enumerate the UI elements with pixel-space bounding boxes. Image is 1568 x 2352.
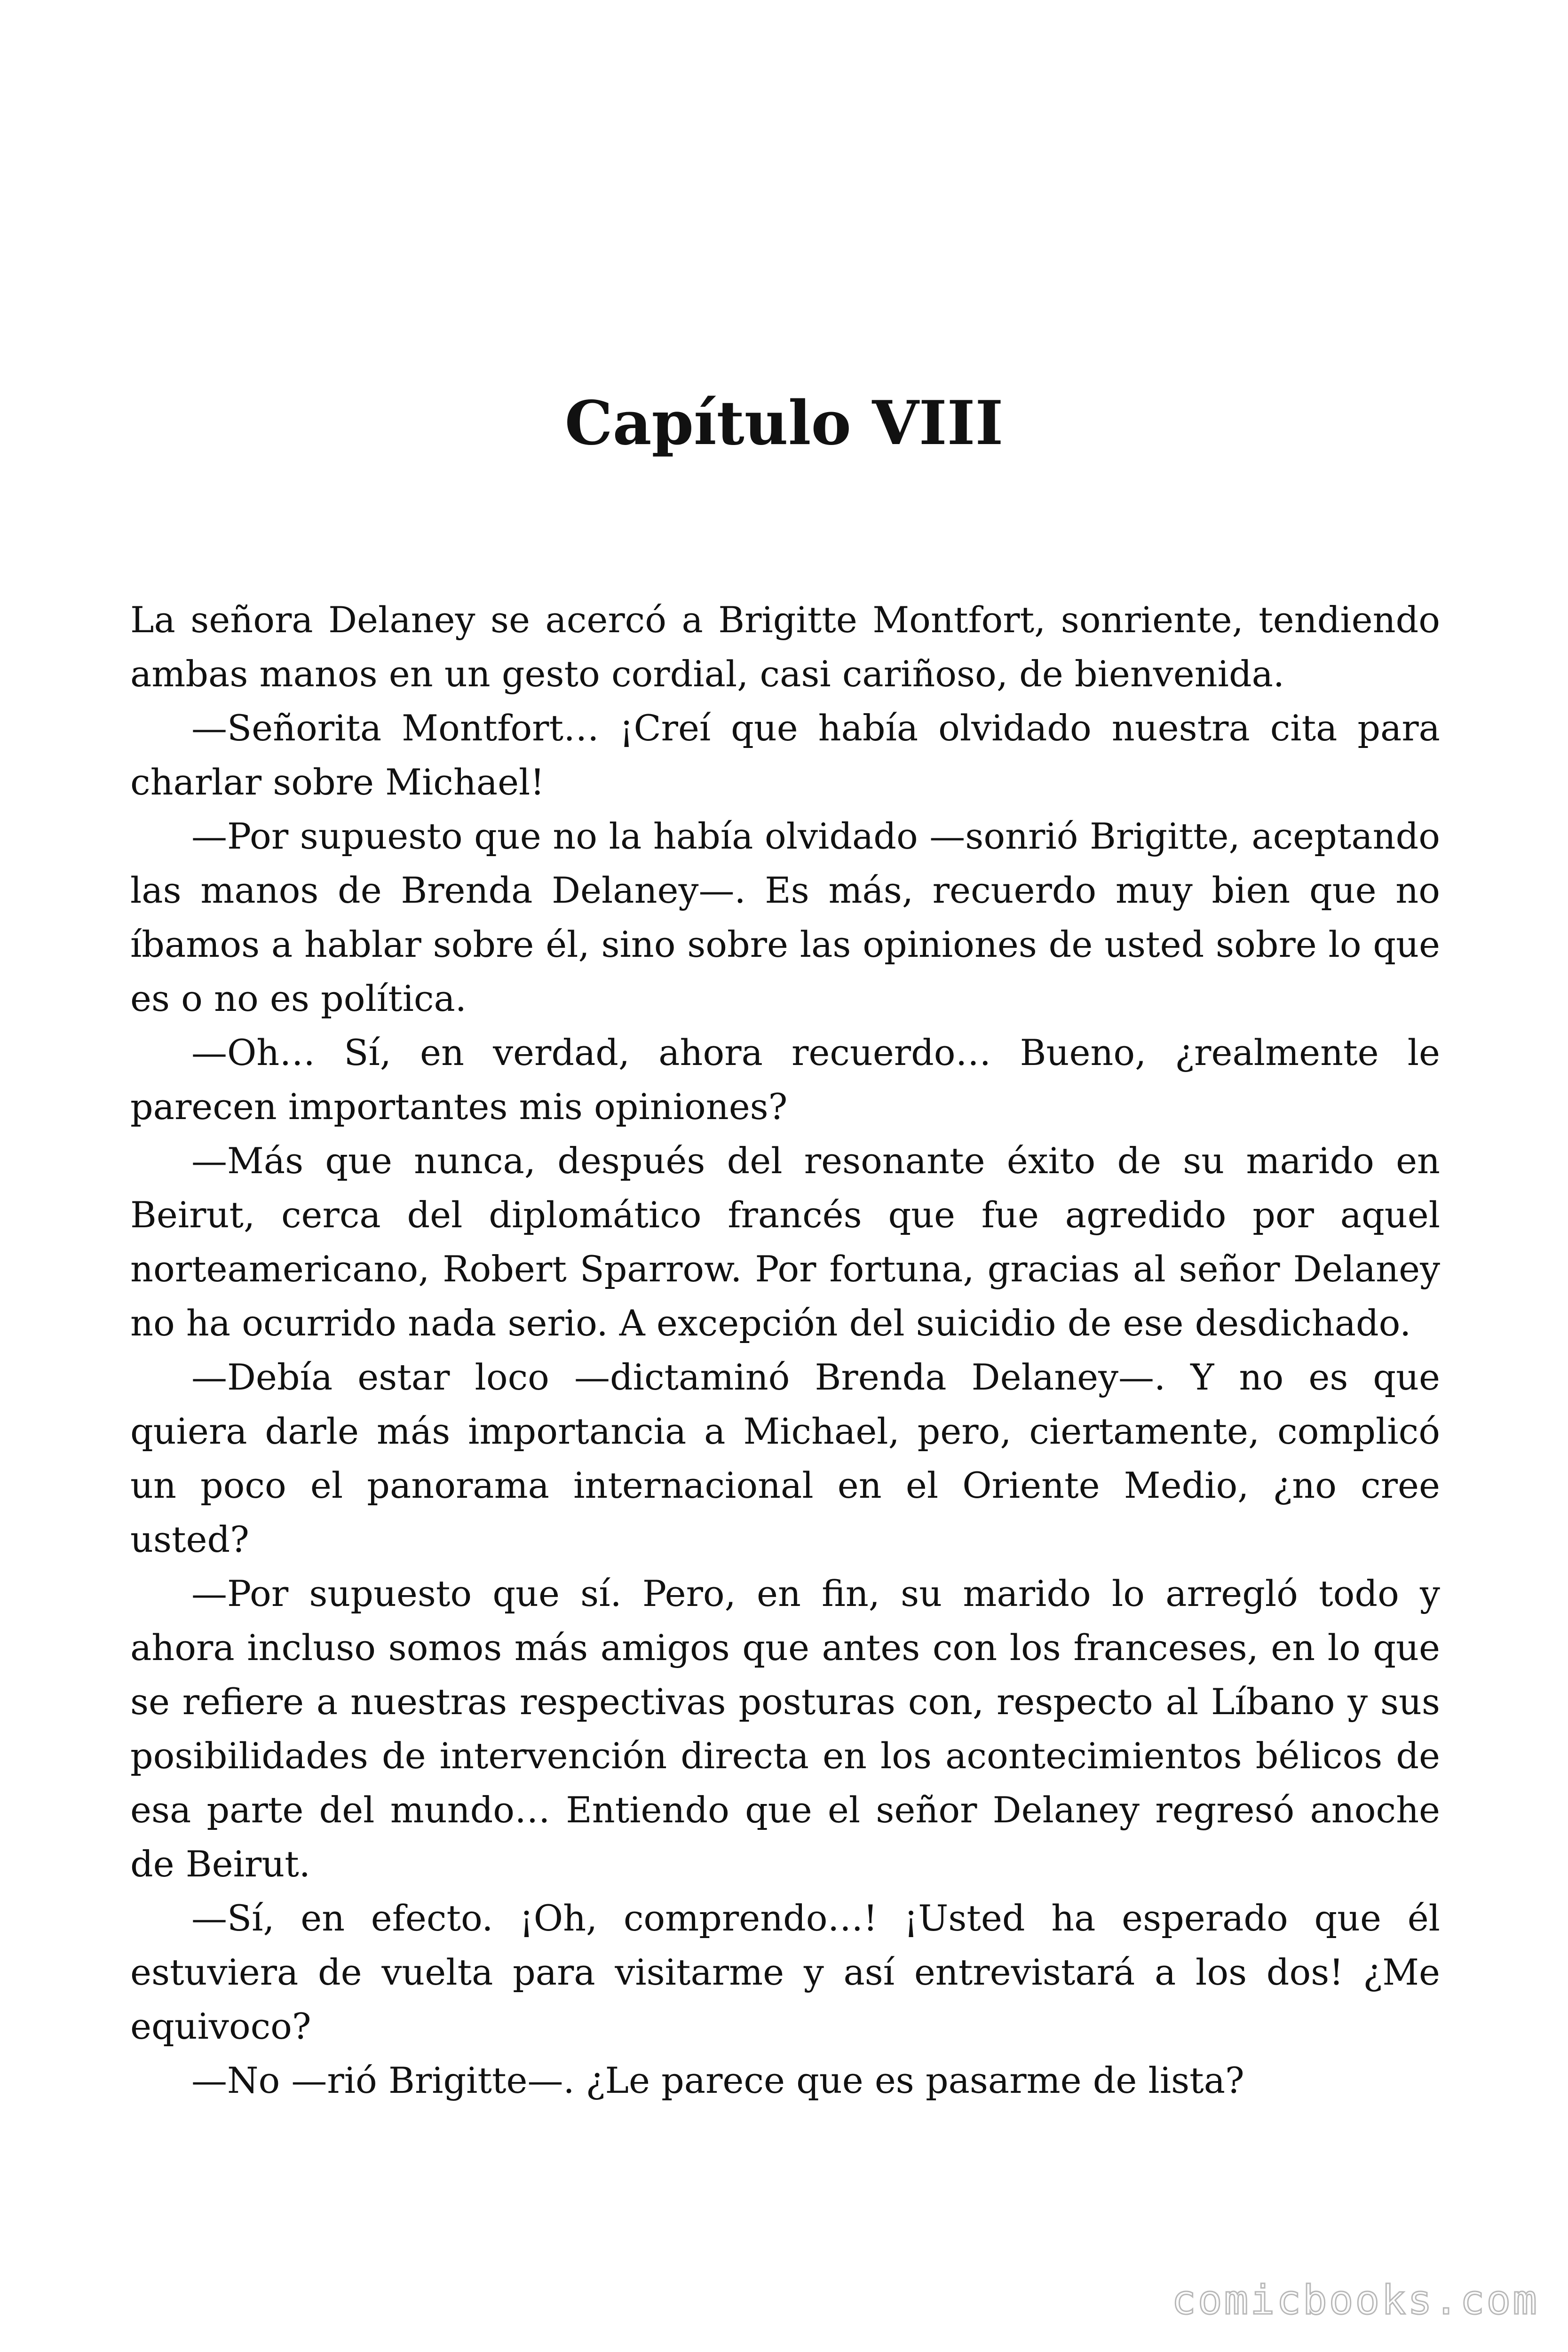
chapter-body bbox=[130, 593, 1440, 2107]
paragraph: —Por supuesto que no la había olvidado —sonrió Brigitte, aceptando las manos de Brenda Delaney—. Es más, recuerdo muy bien que no íbamos a hablar sobre él, sino sobre las opiniones de usted sobre lo que es o no es política. bbox=[130, 815, 1440, 1019]
paragraph: —Debía estar loco —dictaminó Brenda Delaney—. Y no es que quiera darle más importancia a Michael, pero, ciertamente, complicó un poco el panorama internacional en el Oriente Medio, ¿no cree usted? bbox=[130, 1356, 1440, 1560]
paragraph: —Señorita Montfort… ¡Creí que había olvidado nuestra cita para charlar sobre Michael! bbox=[130, 707, 1440, 803]
paragraph: La señora Delaney se acercó a Brigitte Montfort, sonriente, tendiendo ambas manos en un gesto cordial, casi cariñoso, de bienvenida. bbox=[130, 599, 1440, 695]
paragraph: —Oh… Sí, en verdad, ahora recuerdo… Bueno, ¿realmente le parecen importantes mis opiniones? bbox=[130, 1032, 1440, 1128]
paragraph: —Por supuesto que sí. Pero, en fin, su marido lo arregló todo y ahora incluso somos más amigos que antes con los franceses, en lo que se refiere a nuestras respectivas posturas con, respecto al Líbano y sus posibilidades de intervención directa en los acontecimientos bélicos de esa parte del mundo… Entiendo que el señor Delaney regresó anoche de Beirut. bbox=[130, 1573, 1440, 1885]
chapter-title: Capítulo VIII bbox=[564, 388, 1004, 459]
watermark: comicbooks.com bbox=[1172, 2277, 1539, 2324]
paragraph: —Sí, en efecto. ¡Oh, comprendo…! ¡Usted ha esperado que él estuviera de vuelta para visitarme y así entrevistará a los dos! ¿Me equivoco? bbox=[130, 1897, 1440, 2047]
paragraph: —No —rió Brigitte—. ¿Le parece que es pasarme de lista? bbox=[191, 2059, 1244, 2101]
paragraph: —Más que nunca, después del resonante éxito de su marido en Beirut, cerca del diplomático francés que fue agredido por aquel norteamericano, Robert Sparrow. Por fortuna, gracias al señor Delaney no ha ocurrido nada serio. A excepción del suicidio de ese desdichado. bbox=[130, 1140, 1440, 1344]
